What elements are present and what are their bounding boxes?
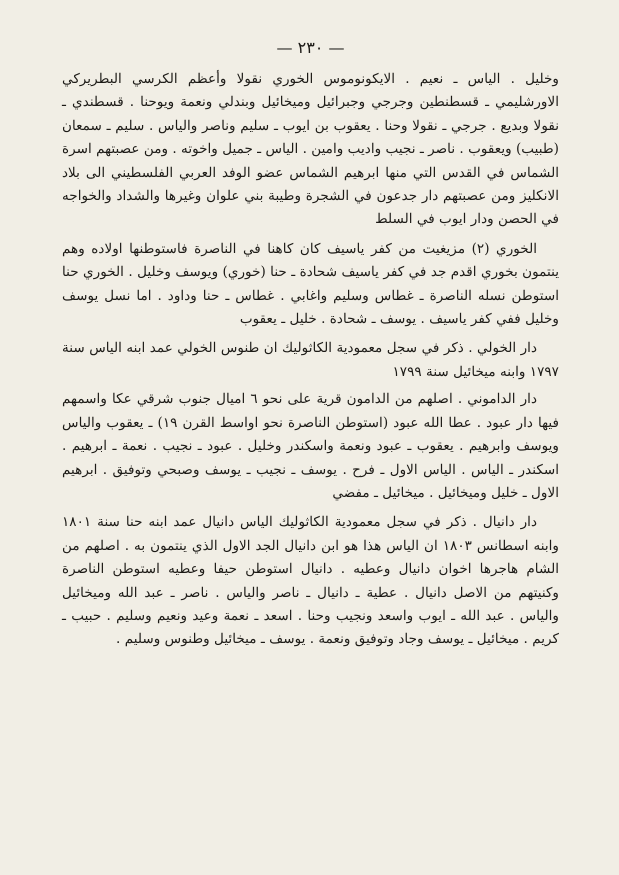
paragraph-5: دار دانيال . ذكر في سجل معمودية الكاثوليك الياس دانيال عمد ابنه حنا سنة ١٨٠١ وابنه اسطانس ١٨٠٣ ان الياس هذا هو ابن دانيال الجد الاول الذي ينتمون به . اصلهم من الشام هاجرها اخوان دانيال وعطيه . دانيال استوطن حيفا وعطيه استوطن الناصرة وكنيتهم من الاصل دانيال . عطية ـ دانيال ـ ناصر والياس . ناصر ـ عبد الله وميخائيل والياس . عبد الله ـ ايوب واسعد ونجيب وحنا . اسعد ـ نعمة وعيد ونعيم وسليم . حبيب ـ كريم . ميخائيل ـ يوسف وجاد وتوفيق ونعمة . يوسف ـ ميخائيل وطنوس وسليم . (62, 514, 559, 648)
paragraph-3: دار الخولي . ذكر في سجل معمودية الكاثوليك ان طنوس الخولي عمد ابنه الياس سنة ١٧٩٧ وابنه ميخائيل سنة ١٧٩٩ (62, 340, 559, 380)
paragraph-2: الخوري (٢) مزيغيت من كفر ياسيف كان كاهنا في الناصرة فاستوطنها اولاده وهم ينتمون بخوري اقدم جد في كفر ياسيف شحادة ـ حنا (خوري) ويوسف وخليل . الخوري حنا استوطن نسله الناصرة ـ غطاس وسليم واغابي . غطاس ـ حنا وداود . اما نسل يوسف وخليل ففي كفر ياسيف . يوسف ـ شحادة . خليل ـ يعقوب (62, 240, 559, 328)
page-number: — ٢٣٠ — (276, 38, 345, 57)
paragraph-4: دار الداموني . اصلهم من الدامون قرية على نحو ٦ اميال جنوب شرقي عكا واسمهم فيها دار عبود . عطا الله عبود (استوطن الناصرة نحو اواسط القرن ١٩) ـ يعقوب والياس ويوسف وابرهيم . يعقوب ـ عبود ونعمة واسكندر وخليل . عبود ـ نجيب . نعمة ـ ابرهيم . اسكندر ـ الياس . الياس الاول ـ فرح . يوسف ـ نجيب ـ يوسف وصبحي وتوفيق . ابرهيم الاول ـ خليل وميخائيل . ميخائيل ـ مفضي (62, 391, 559, 501)
paragraph-1: وخليل . الياس ـ نعيم . الايكونوموس الخوري نقولا وأعظم الكرسي البطريركي الاورشليمي ـ قسطنطين وجرجي وجبرائيل وميخائيل وبندلي ونعمة ويوحنا . قسطندي ـ نقولا وبديع . جرجي ـ نقولا وحنا . يعقوب بن ايوب ـ سليم وناصر والياس . سليم ـ سمعان (طبيب) ويعقوب . ناصر ـ نجيب واديب وامين . الياس ـ جميل واخوته . ومن عصبتهم اسرة الشماس في القدس التي منها ابرهيم الشماس عضو الوفد العربي الفلسطيني الى بلاد الانكليز ومن عصبتهم دار جدعون في الشجرة وطيبة بني علوان وغيرها والشداد والخواجه في الحصن ودار ايوب في السلط (62, 71, 559, 228)
